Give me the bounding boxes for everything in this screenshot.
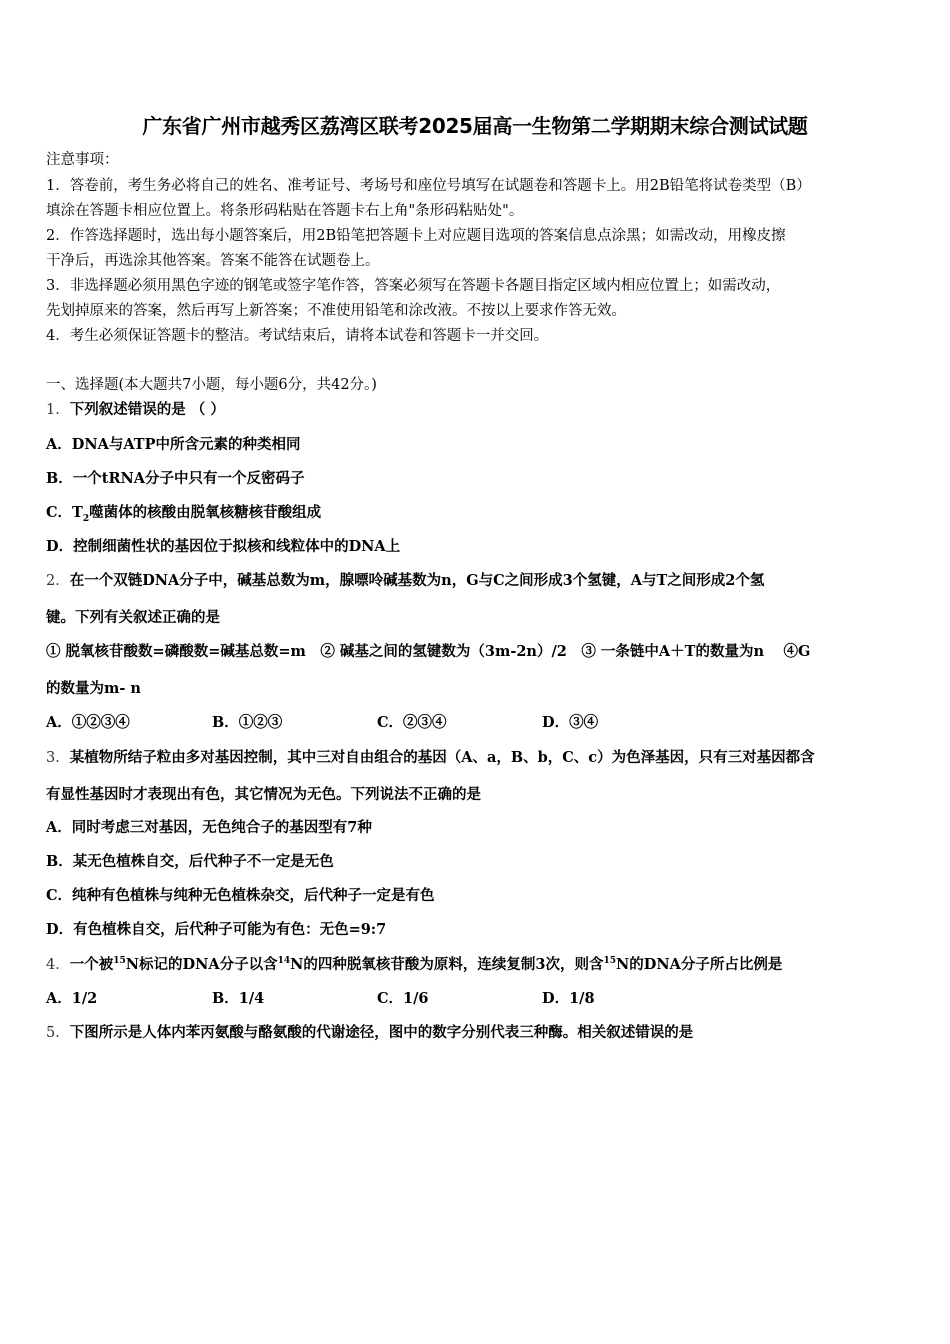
question-number: 3． [46, 750, 70, 766]
question-4 [46, 955, 782, 975]
q3-option-d: D．有色植株自交，后代种子可能为有色：无色=9:7 [46, 921, 387, 938]
question-number: 5． [46, 1025, 70, 1041]
notice-line: 干净后，再选涂其他答案。答案不能答在试题卷上。 [46, 253, 380, 269]
q3-option-a: A．同时考虑三对基因，无色纯合子的基因型有7种 [46, 819, 372, 836]
section-heading: 一、选择题(本大题共7小题，每小题6分，共42分。) [46, 377, 377, 393]
q1-option-a: A．DNA与ATP中所含元素的种类相同 [46, 436, 301, 453]
question-text: 某植物所结子粒由多对基因控制，其中三对自由组合的基因（A、a，B、b，C、c）为色泽基因，只有三对基因都含 [69, 749, 815, 766]
q4-option-d: D．1/8 [542, 990, 595, 1007]
question-3-cont: 有显性基因时才表现出有色，其它情况为无色。下列说法不正确的是 [46, 786, 481, 803]
question-5 [46, 1023, 693, 1043]
q1-option-d: D．控制细菌性状的基因位于拟核和线粒体中的DNA上 [46, 538, 401, 555]
q1-option-c [46, 503, 321, 523]
notice-line: 先划掉原来的答案，然后再写上新答案；不准使用铅笔和涂改液。不按以上要求作答无效。 [46, 303, 626, 319]
question-text: 下列叙述错误的是 （ ） [69, 401, 225, 418]
question-text: 在一个双链DNA分子中，碱基总数为m，腺嘌呤碱基数为n，G与C之间形成3个氢键，A与T之间形成2个氢 [69, 572, 765, 589]
question-number: 4． [46, 957, 70, 973]
question-2-cont: 键。下列有关叙述正确的是 [46, 609, 220, 626]
q1-option-b: B．一个tRNA分子中只有一个反密码子 [46, 470, 305, 487]
q1-option-c-prefix: C．T [46, 504, 83, 521]
notice-line: 填涂在答题卡相应位置上。将条形码粘贴在答题卡右上角"条形码粘贴处"。 [46, 203, 524, 219]
q1-option-c-text: 噬菌体的核酸由脱氧核糖核苷酸组成 [89, 504, 322, 521]
q3-option-b: B．某无色植株自交，后代种子不一定是无色 [46, 853, 334, 870]
question-number: 1． [46, 402, 70, 418]
notice-line: 2．作答选择题时，选出每小题答案后，用2B铅笔把答题卡上对应题目选项的答案信息点涂黑；如需改动，用橡皮擦 [46, 228, 786, 244]
superscript: 15 [603, 956, 617, 967]
q4-option-b: B．1/4 [212, 990, 265, 1007]
q2-option-d: D．③④ [542, 714, 599, 731]
question-text-part: N标记的DNA分子以含 [125, 956, 278, 973]
superscript: 14 [277, 956, 291, 967]
q2-option-b: B．①②③ [212, 714, 283, 731]
question-text-part: 一个被 [69, 956, 114, 973]
subscript: 2 [82, 513, 90, 524]
notice-heading: 注意事项： [46, 152, 119, 168]
notice-line: 3．非选择题必须用黑色字迹的钢笔或签字笔作答，答案必须写在答题卡各题目指定区域内相应位置上；如需改动， [46, 278, 781, 294]
question-number: 2． [46, 573, 70, 589]
q3-option-c: C．纯种有色植株与纯种无色植株杂交，后代种子一定是有色 [46, 887, 435, 904]
question-3 [46, 748, 815, 768]
q4-option-c: C．1/6 [377, 990, 429, 1007]
q2-statements-cont: 的数量为m- n [46, 680, 141, 697]
notice-line: 4．考生必须保证答题卡的整洁。考试结束后，请将本试卷和答题卡一并交回。 [46, 328, 549, 344]
question-text-part: N的四种脱氧核苷酸为原料，连续复制3次，则含 [290, 956, 604, 973]
question-text-part: N的DNA分子所占比例是 [616, 956, 783, 973]
q2-option-a: A．①②③④ [46, 714, 130, 731]
question-text: 下图所示是人体内苯丙氨酸与酪氨酸的代谢途径，图中的数字分别代表三种酶。相关叙述错误的是 [69, 1024, 694, 1041]
q2-option-c: C．②③④ [377, 714, 447, 731]
question-2 [46, 571, 764, 591]
superscript: 15 [113, 956, 126, 967]
q2-statements: ① 脱氧核苷酸数=磷酸数=碱基总数=m ② 碱基之间的氢键数为（3m-2n）/2 ③ 一条链中A＋T的数量为n ④G [46, 643, 811, 660]
page-title: 广东省广州市越秀区荔湾区联考2025届高一生物第二学期期末综合测试试题 [142, 114, 808, 138]
q4-option-a: A．1/2 [46, 990, 98, 1007]
notice-line: 1．答卷前，考生务必将自己的姓名、准考证号、考场号和座位号填写在试题卷和答题卡上。用2B铅笔将试卷类型（B） [46, 178, 811, 194]
question-1 [46, 400, 225, 420]
